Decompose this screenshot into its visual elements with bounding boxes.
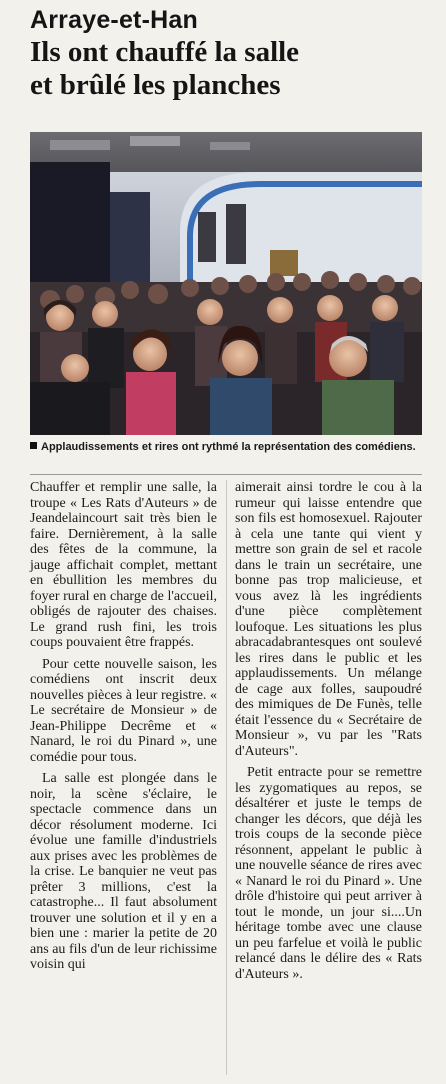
paragraph: Petit entracte pour se remettre les zygomatiques au repos, se désaltérer et juste le temps de changer les décors, que déjà les trois coups de la seconde pièce résonnent, appelant le public à une nouvelle séance de rires avec « Nanard le roi du Pinard ». Une drôle d'histoire qui peut arriver à tout le monde, un jour si....Un héritage tombe avec une clause un peu farfelue et voilà le public relancé dans le délire des « Rats d'Auteurs ».: [235, 765, 422, 982]
photo-caption: [30, 440, 422, 454]
article-photo: [30, 132, 422, 435]
paragraph: Chauffer et remplir une salle, la troupe « Les Rats d'Auteurs » de Jeandelaincourt sait très bien le faire. Dernièrement, à la salle des fêtes de la commune, la jauge affichait complet, mettant en ébullition les membres du foyer rural en charge de l'accueil, obligés de rajouter des chaises. Le grand rush fini, les trois coups pouvaient être frappés.: [30, 480, 217, 650]
article-column-right: [235, 480, 422, 982]
caption-text: Applaudissements et rires ont rythmé la représentation des comédiens.: [41, 441, 416, 453]
headline-line-1: Ils ont chauffé la salle: [30, 36, 300, 68]
column-divider: [226, 480, 227, 1075]
paragraph: La salle est plongée dans le noir, la scène s'éclaire, le spectacle commence dans un décor résolument moderne. Ici évolue une famille d'industriels aux prises avec les problèmes de la crise. Le banquier ne veut pas prêter 3 millions, c'est la catastrophe... Il faut absolument trouver une solution et il y en a bien une : marier la petite de 20 ans au fils d'un de leur richissime voisin qui: [30, 771, 217, 972]
section-kicker: Arraye-et-Han: [30, 6, 198, 34]
article-column-left: [30, 480, 217, 973]
paragraph: Pour cette nouvelle saison, les comédiens ont inscrit deux nouvelles pièces à leur registre. « Le secrétaire de Monsieur » de Jean-Philippe Decrême et « Nanard, le roi du Pinard », une comédie pour tous.: [30, 656, 217, 765]
headline-line-2: et brûlé les planches: [30, 69, 281, 101]
paragraph: aimerait ainsi tordre le cou à la rumeur qui laisse entendre que son fils est homosexuel. Rajouter à cela une tante qui vient y mettre son grain de sel et racole dans le train un secrétaire, une bonne pas trop malicieuse, et vous avez là les ingrédients d'une pièce complètement loufoque. Les situations les plus abracadabrantesques ont soulevé les rires dans le public et les applaudissements. Un mélange de cage aux folles, saupoudré des mimiques de De Funès, telle était l'essence du « Secrétaire de Monsieur », vu par les "Rats d'Auteurs".: [235, 480, 422, 759]
divider: [30, 474, 422, 475]
photo-theatre-audience-icon: [30, 132, 422, 435]
article-headline: [30, 36, 440, 102]
caption-bullet-icon: [30, 442, 37, 449]
